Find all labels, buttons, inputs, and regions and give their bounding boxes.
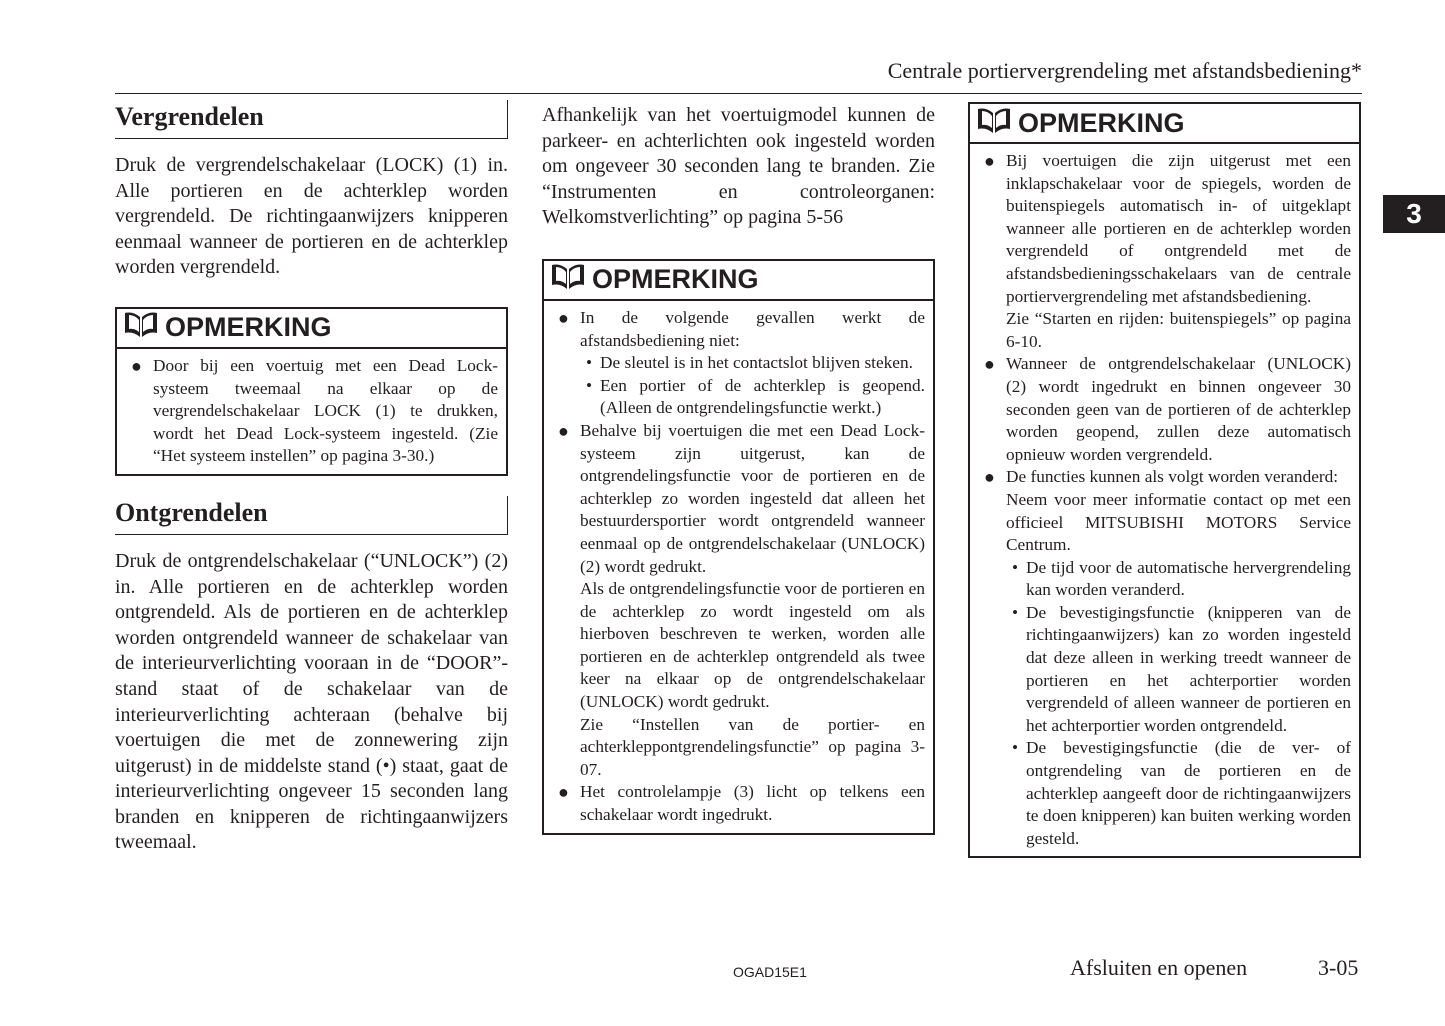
open-book-icon — [976, 106, 1012, 141]
sub-item-text: De bevestigingsfunctie (knipperen van de richtingaanwijzers) kan zo worden ingesteld dat deze alleen in werking treedt wanneer de portieren en het achterportier worden vergrendeld of alleen wanneer de portieren en het achterportier worden ontgrendeld. — [1026, 602, 1351, 735]
sub-bullet-icon: • — [586, 375, 593, 395]
note-body — [544, 301, 933, 833]
sub-bullet-icon: • — [1012, 602, 1019, 622]
note-header — [544, 261, 933, 301]
heading-ontgrendelen: Ontgrendelen — [115, 496, 508, 535]
sub-bullet-icon: • — [1012, 738, 1019, 758]
note-box — [968, 102, 1361, 858]
note-item-text: De functies kunnen als volgt worden veranderd: — [1006, 467, 1339, 487]
note-item-extra: Zie “Starten en rijden: buitenspiegels” op pagina 6-10. — [1006, 309, 1351, 351]
note-item-text: Behalve bij voertuigen die met een Dead Lock-systeem zijn uitgerust, kan de ontgrendelingsfunctie voor de portieren en de achterklep zo worden ingesteld dat alleen het bestuurdersportier wordt ontgrendeld wanneer eenmaal op de ontgrendelschakelaar (UNLOCK) (2) wordt gedrukt. — [580, 420, 925, 576]
sub-bullet-icon: • — [586, 353, 593, 373]
column-2 — [542, 103, 935, 835]
note-header — [970, 104, 1359, 144]
bullet-icon: ● — [558, 782, 569, 803]
sub-item — [1006, 737, 1351, 850]
note-item-extra: Zie “Instellen van de portier- en achterkleppontgrendelingsfunctie” op pagina 3-07. — [580, 714, 925, 779]
paragraph-lights: Afhankelijk van het voertuigmodel kunnen de parkeer- en achterlichten ook ingesteld worden om ongeveer 30 seconden lang te branden. Zie “Instrumenten en controleorganen: Welkomstverlichting” op pagina 5-56 — [542, 104, 935, 229]
column-3 — [968, 102, 1361, 858]
note-title: OPMERKING — [592, 264, 759, 295]
paragraph-unlock: Druk de ontgrendelschakelaar (“UNLOCK”) (2) in. Alle portieren en de achterklep worden ontgrendeld. Als de portieren en de achterklep worden ontgrendeld wanneer de schakelaar van de interieurverlichting vooraan in de “DOOR”-stand staat of de schakelaar van de interieurverlichting achteraan (behalve bij voertuigen die met de zonnewering zijn uitgerust) in de middelste stand (•) staat, gaat de interieurverlichting ongeveer 15 seconden lang branden en knipperen de richtingaanwijzers tweemaal. — [115, 549, 508, 854]
note-title: OPMERKING — [1018, 107, 1185, 138]
note-item — [131, 355, 498, 468]
note-item-text: Wanneer de ontgrendelschakelaar (UNLOCK) (2) wordt ingedrukt en binnen ongeveer 30 seconden geen van de portieren of de achterklep worden geopend, zullen deze automatisch opnieuw worden vergrendeld. — [1006, 354, 1351, 464]
chapter-tab: 3 — [1383, 195, 1445, 233]
column-1 — [115, 100, 508, 856]
note-item — [984, 466, 1351, 850]
document-code: OGAD15E1 — [733, 964, 807, 980]
sub-item-text: Een portier of de achterklep is geopend. (Alleen de ontgrendelingsfunctie werkt.) — [600, 375, 925, 418]
bullet-icon: ● — [984, 151, 995, 171]
bullet-icon: ● — [131, 355, 142, 376]
sub-item — [580, 375, 925, 420]
note-item-text: In de volgende gevallen werkt de afstandsbediening niet: — [580, 307, 925, 350]
bullet-icon: ● — [558, 420, 569, 441]
open-book-icon — [123, 310, 159, 345]
note-box — [542, 259, 935, 835]
sub-item-text: De sleutel is in het contactslot blijven steken. — [600, 353, 913, 373]
open-book-icon — [550, 262, 586, 297]
note-body — [117, 349, 506, 474]
note-body — [970, 144, 1359, 856]
bullet-icon: ● — [984, 467, 995, 488]
sub-item — [1006, 602, 1351, 738]
header-rule — [115, 93, 1362, 94]
footer-section: Afsluiten en openen — [1070, 955, 1248, 980]
note-item-text: Door bij een voertuig met een Dead Lock-systeem tweemaal na elkaar op de vergrendelschakelaar LOCK (1) te drukken, wordt het Dead Lock-systeem ingesteld. (Zie “Het systeem instellen” op pagina 3-30.) — [153, 355, 498, 466]
sub-item — [1006, 557, 1351, 602]
sub-bullet-icon: • — [1012, 557, 1019, 577]
note-box — [115, 307, 508, 476]
note-title: OPMERKING — [165, 312, 332, 343]
note-item-text: Het controlelampje (3) licht op telkens een schakelaar wordt ingedrukt. — [580, 782, 925, 825]
page-number: 3-05 — [1318, 955, 1359, 980]
running-header: Centrale portiervergrendeling met afstandsbediening* — [887, 58, 1362, 83]
sub-item — [580, 352, 925, 375]
note-item — [984, 150, 1351, 353]
note-item-extra: Als de ontgrendelingsfunctie voor de portieren en de achterklep zo wordt ingesteld om als hierboven beschreven te werken, worden alle portieren en de achterklep ontgrendeld als twee keer na elkaar op de ontgrendelschakelaar (UNLOCK) wordt gedrukt. — [580, 579, 925, 712]
bullet-icon: ● — [984, 354, 995, 375]
bullet-icon: ● — [558, 307, 569, 328]
note-item-extra: Neem voor meer informatie contact op met een officieel MITSUBISHI MOTORS Service Centrum. — [1006, 489, 1351, 555]
sub-item-text: De bevestigingsfunctie (die de ver- of ontgrendeling van de portieren en de achterklep aangeeft door de richtingaanwijzers te doen knipperen) kan buiten werking worden gesteld. — [1026, 738, 1351, 848]
paragraph-lock: Druk de vergrendelschakelaar (LOCK) (1) in. Alle portieren en de achterklep worden vergrendeld. De richtingaanwijzers knipperen eenmaal wanneer de portieren en de achterklep worden vergrendeld. — [115, 154, 508, 279]
note-item-text: Bij voertuigen die zijn uitgerust met een inklapschakelaar voor de spiegels, worden de buitenspiegels automatisch in- of uitgeklapt wanneer alle portieren en de achterklep worden vergrendeld of ontgrendeld met de afstandsbedieningsschakelaars van de centrale portiervergrendeling met afstandsbediening. — [1006, 151, 1351, 306]
heading-vergrendelen: Vergrendelen — [115, 100, 508, 139]
note-item — [558, 420, 925, 782]
note-item — [558, 781, 925, 826]
sub-item-text: De tijd voor de automatische hervergrendeling kan worden veranderd. — [1026, 557, 1351, 600]
note-item — [984, 353, 1351, 466]
note-item — [558, 307, 925, 420]
note-header — [117, 309, 506, 349]
